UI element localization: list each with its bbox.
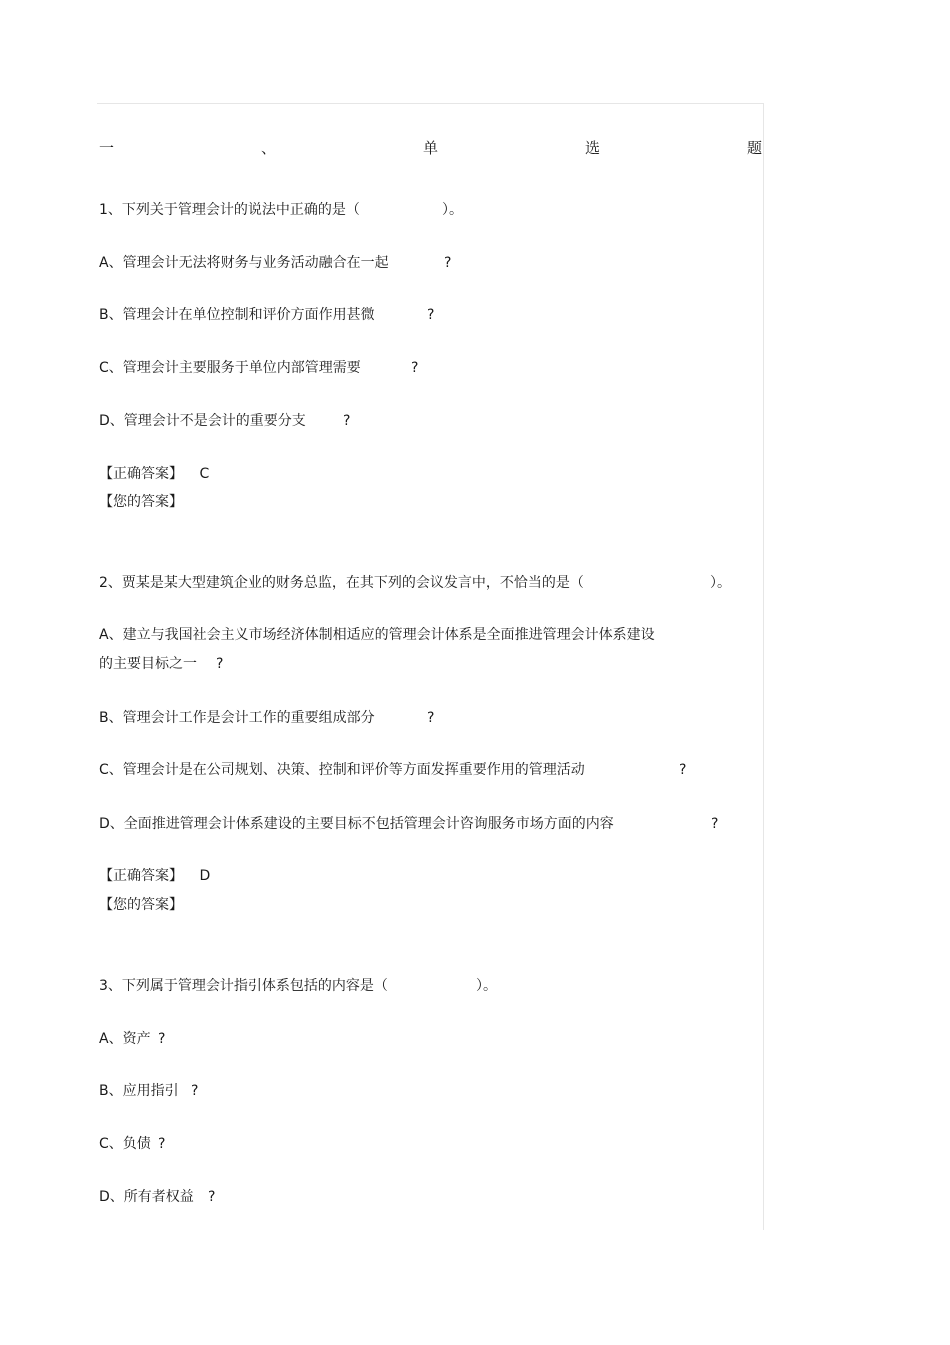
- question-2-stem-end: ）。: [710, 575, 731, 591]
- correct-answer-value: D: [199, 868, 211, 884]
- question-1-stem-end: ）。: [442, 202, 463, 218]
- option-text: D、管理会计不是会计的重要分支: [99, 413, 306, 429]
- option-text: 的主要目标之一: [99, 656, 197, 672]
- question-1-stem: [99, 201, 463, 219]
- question-3-option-a: [99, 1030, 166, 1048]
- option-marker: ?: [711, 816, 719, 832]
- question-3-option-d: [99, 1188, 216, 1206]
- option-text: C、负债: [99, 1136, 151, 1152]
- question-2-option-c: [99, 761, 687, 779]
- question-2-option-a: [99, 626, 655, 644]
- question-2-option-a-cont: [99, 655, 224, 673]
- correct-answer-label: 【正确答案】: [99, 466, 183, 482]
- option-marker: ?: [343, 413, 351, 429]
- option-text: A、管理会计无法将财务与业务活动融合在一起: [99, 255, 389, 271]
- page-border-right: [763, 103, 764, 1230]
- option-marker: ?: [444, 255, 452, 271]
- option-marker: ?: [216, 656, 224, 672]
- question-3-stem-end: ）。: [476, 978, 497, 994]
- section-title-char: 一: [99, 139, 115, 157]
- question-1-option-c: [99, 359, 419, 377]
- question-3-option-b: [99, 1082, 199, 1100]
- page-border-top: [97, 103, 764, 104]
- option-marker: ?: [679, 762, 687, 778]
- option-marker: ?: [191, 1083, 199, 1099]
- section-title: [99, 137, 762, 158]
- correct-answer-label: 【正确答案】: [99, 868, 183, 884]
- option-text: A、资产: [99, 1031, 151, 1047]
- option-text: D、全面推进管理会计体系建设的主要目标不包括管理会计咨询服务市场方面的内容: [99, 816, 614, 832]
- option-text: D、所有者权益: [99, 1189, 194, 1205]
- option-marker: ?: [411, 360, 419, 376]
- question-2-your-answer: [99, 896, 183, 914]
- section-title-char: 单: [422, 139, 438, 157]
- option-text: B、管理会计在单位控制和评价方面作用甚微: [99, 307, 375, 323]
- question-2-text: 2、贾某是某大型建筑企业的财务总监，在其下列的会议发言中，不恰当的是（: [99, 575, 584, 591]
- option-marker: ?: [427, 307, 435, 323]
- section-title-char: 选: [584, 139, 600, 157]
- question-1-option-a: [99, 254, 452, 272]
- option-marker: ?: [158, 1031, 166, 1047]
- your-answer-label: 【您的答案】: [99, 897, 183, 913]
- question-3-text: 3、下列属于管理会计指引体系包括的内容是（: [99, 978, 388, 994]
- question-2-stem: [99, 574, 731, 592]
- option-marker: ?: [427, 710, 435, 726]
- question-2-option-d: [99, 815, 719, 833]
- question-1-text: 1、下列关于管理会计的说法中正确的是（: [99, 202, 360, 218]
- option-text: C、管理会计主要服务于单位内部管理需要: [99, 360, 361, 376]
- section-title-char: 、: [260, 139, 276, 157]
- question-3-stem: [99, 977, 497, 995]
- option-marker: ?: [158, 1136, 166, 1152]
- option-text: A、建立与我国社会主义市场经济体制相适应的管理会计体系是全面推进管理会计体系建设: [99, 627, 655, 643]
- question-2-option-b: [99, 709, 435, 727]
- question-3-option-c: [99, 1135, 166, 1153]
- section-title-char: 题: [746, 139, 762, 157]
- question-1-option-b: [99, 306, 435, 324]
- question-1-your-answer: [99, 493, 183, 511]
- question-2-correct-answer: [99, 867, 210, 885]
- your-answer-label: 【您的答案】: [99, 494, 183, 510]
- option-text: B、管理会计工作是会计工作的重要组成部分: [99, 710, 375, 726]
- option-text: B、应用指引: [99, 1083, 179, 1099]
- correct-answer-value: C: [199, 466, 210, 482]
- option-marker: ?: [208, 1189, 216, 1205]
- question-1-correct-answer: [99, 465, 209, 483]
- question-1-option-d: [99, 412, 351, 430]
- option-text: C、管理会计是在公司规划、决策、控制和评价等方面发挥重要作用的管理活动: [99, 762, 585, 778]
